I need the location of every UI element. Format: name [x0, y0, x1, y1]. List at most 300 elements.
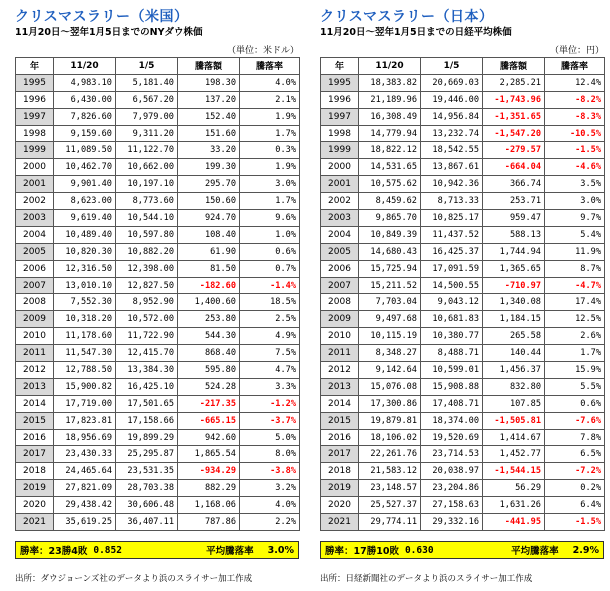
change-amount-cell: 882.29 — [178, 480, 240, 497]
year-cell: 2009 — [16, 311, 54, 328]
table-row — [321, 159, 605, 176]
year-cell: 2021 — [16, 514, 54, 531]
year-cell: 2010 — [16, 328, 54, 345]
change-amount-cell: 1,456.37 — [483, 362, 545, 379]
change-amount-cell: 198.30 — [178, 74, 240, 91]
change-rate-cell: 0.6% — [545, 395, 605, 412]
year-cell: 2015 — [16, 412, 54, 429]
jan5-value-cell: 14,500.55 — [421, 277, 483, 294]
change-rate-cell: 1.7% — [240, 125, 300, 142]
year-cell: 2008 — [321, 294, 359, 311]
nov20-value-cell: 10,820.30 — [54, 243, 116, 260]
year-cell: 2005 — [321, 243, 359, 260]
change-rate-cell: -7.6% — [545, 412, 605, 429]
change-rate-cell: -1.4% — [240, 277, 300, 294]
change-amount-cell: 140.44 — [483, 345, 545, 362]
change-amount-cell: -441.95 — [483, 514, 545, 531]
jan5-value-cell: 13,232.74 — [421, 125, 483, 142]
nov20-value-cell: 8,348.27 — [359, 345, 421, 362]
jan5-value-cell: 10,942.36 — [421, 176, 483, 193]
table-row — [321, 226, 605, 243]
nov20-value-cell: 17,719.00 — [54, 395, 116, 412]
year-cell: 1996 — [321, 91, 359, 108]
source-note: 出所：ダウジョーンズ社のデータより浜のスライサー加工作成 — [15, 574, 253, 584]
change-amount-cell: -279.57 — [483, 142, 545, 159]
jan5-value-cell: 10,882.20 — [116, 243, 178, 260]
year-cell: 1998 — [321, 125, 359, 142]
change-amount-cell: 2,285.21 — [483, 74, 545, 91]
table-row — [16, 497, 300, 514]
change-rate-cell: -1.2% — [240, 395, 300, 412]
year-cell: 2017 — [321, 446, 359, 463]
table-row — [321, 193, 605, 210]
table-row — [321, 210, 605, 227]
nov20-value-cell: 14,779.94 — [359, 125, 421, 142]
change-rate-cell: 4.7% — [240, 362, 300, 379]
jan5-value-cell: 12,827.50 — [116, 277, 178, 294]
change-amount-cell: 1,414.67 — [483, 429, 545, 446]
column-header-year: 年 — [16, 58, 54, 75]
table-row — [16, 193, 300, 210]
jan5-value-cell: 10,681.83 — [421, 311, 483, 328]
year-cell: 2013 — [321, 378, 359, 395]
change-rate-cell: 1.9% — [240, 159, 300, 176]
jan5-value-cell: 20,669.03 — [421, 74, 483, 91]
table-row — [321, 514, 605, 531]
jan5-value-cell: 10,662.00 — [116, 159, 178, 176]
table-row — [321, 463, 605, 480]
year-cell: 1997 — [16, 108, 54, 125]
change-amount-cell: -1,743.96 — [483, 91, 545, 108]
win-record: 勝率：23勝4敗 — [20, 546, 88, 557]
jan5-value-cell: 8,952.90 — [116, 294, 178, 311]
jan5-value-cell: 36,407.11 — [116, 514, 178, 531]
change-rate-cell: 1.9% — [240, 108, 300, 125]
table-row — [16, 412, 300, 429]
table-row — [16, 260, 300, 277]
table-row — [16, 108, 300, 125]
change-amount-cell: -934.29 — [178, 463, 240, 480]
change-rate-cell: 5.0% — [240, 429, 300, 446]
change-amount-cell: 1,340.08 — [483, 294, 545, 311]
nov20-value-cell: 10,115.19 — [359, 328, 421, 345]
table-row — [321, 108, 605, 125]
year-cell: 2016 — [16, 429, 54, 446]
nov20-value-cell: 21,189.96 — [359, 91, 421, 108]
change-amount-cell: 61.90 — [178, 243, 240, 260]
nov20-value-cell: 18,383.82 — [359, 74, 421, 91]
table-row — [16, 243, 300, 260]
jan5-value-cell: 18,374.00 — [421, 412, 483, 429]
change-amount-cell: -710.97 — [483, 277, 545, 294]
change-amount-cell: 81.50 — [178, 260, 240, 277]
jan5-value-cell: 14,956.84 — [421, 108, 483, 125]
unit-label: （単位：米ドル） — [226, 46, 299, 56]
nov20-value-cell: 7,703.04 — [359, 294, 421, 311]
change-rate-cell: 3.0% — [545, 193, 605, 210]
jan5-value-cell: 8,713.33 — [421, 193, 483, 210]
change-rate-cell: 0.2% — [545, 480, 605, 497]
year-cell: 2018 — [16, 463, 54, 480]
nov20-value-cell: 10,462.70 — [54, 159, 116, 176]
nov20-value-cell: 10,489.40 — [54, 226, 116, 243]
nov20-value-cell: 18,822.12 — [359, 142, 421, 159]
year-cell: 2014 — [16, 395, 54, 412]
table-row — [321, 74, 605, 91]
jan5-value-cell: 25,295.87 — [116, 446, 178, 463]
year-cell: 2021 — [321, 514, 359, 531]
column-header-jan5: 1/5 — [421, 58, 483, 75]
jan5-value-cell: 18,542.55 — [421, 142, 483, 159]
nov20-value-cell: 16,308.49 — [359, 108, 421, 125]
year-cell: 2011 — [321, 345, 359, 362]
year-cell: 2012 — [16, 362, 54, 379]
change-amount-cell: 924.70 — [178, 210, 240, 227]
jan5-value-cell: 20,038.97 — [421, 463, 483, 480]
table-row — [16, 226, 300, 243]
change-amount-cell: -1,544.15 — [483, 463, 545, 480]
unit-label: （単位：円） — [549, 46, 604, 56]
change-amount-cell: -665.15 — [178, 412, 240, 429]
jan5-value-cell: 7,979.00 — [116, 108, 178, 125]
average-rate-label: 平均騰落率 — [511, 546, 559, 557]
jan5-value-cell: 17,501.65 — [116, 395, 178, 412]
year-cell: 1999 — [16, 142, 54, 159]
year-cell: 2006 — [16, 260, 54, 277]
change-rate-cell: -1.5% — [545, 142, 605, 159]
nov20-value-cell: 21,583.12 — [359, 463, 421, 480]
change-rate-cell: -7.2% — [545, 463, 605, 480]
nov20-value-cell: 23,430.33 — [54, 446, 116, 463]
jan5-value-cell: 17,091.59 — [421, 260, 483, 277]
year-cell: 2007 — [321, 277, 359, 294]
nov20-value-cell: 24,465.64 — [54, 463, 116, 480]
nov20-value-cell: 14,680.43 — [359, 243, 421, 260]
summary-bar — [320, 541, 604, 559]
change-rate-cell: 1.7% — [545, 345, 605, 362]
change-rate-cell: 17.4% — [545, 294, 605, 311]
jan5-value-cell: 5,181.40 — [116, 74, 178, 91]
year-cell: 2009 — [321, 311, 359, 328]
jan5-value-cell: 12,398.00 — [116, 260, 178, 277]
jan5-value-cell: 10,572.00 — [116, 311, 178, 328]
change-rate-cell: 18.5% — [240, 294, 300, 311]
nov20-value-cell: 11,089.50 — [54, 142, 116, 159]
nov20-value-cell: 29,774.11 — [359, 514, 421, 531]
change-rate-cell: 4.9% — [240, 328, 300, 345]
year-cell: 2008 — [16, 294, 54, 311]
year-cell: 1997 — [321, 108, 359, 125]
jan5-value-cell: 28,703.38 — [116, 480, 178, 497]
jan5-value-cell: 13,867.61 — [421, 159, 483, 176]
nov20-value-cell: 18,956.69 — [54, 429, 116, 446]
nov20-value-cell: 8,459.62 — [359, 193, 421, 210]
change-rate-cell: -8.2% — [545, 91, 605, 108]
change-rate-cell: 12.4% — [545, 74, 605, 91]
jan5-value-cell: 16,425.37 — [421, 243, 483, 260]
table-row — [321, 345, 605, 362]
change-amount-cell: -1,505.81 — [483, 412, 545, 429]
nov20-value-cell: 19,879.81 — [359, 412, 421, 429]
change-amount-cell: 1,168.06 — [178, 497, 240, 514]
jan5-value-cell: 16,425.10 — [116, 378, 178, 395]
jan5-value-cell: 10,380.77 — [421, 328, 483, 345]
change-amount-cell: 544.30 — [178, 328, 240, 345]
year-cell: 2011 — [16, 345, 54, 362]
nov20-value-cell: 9,865.70 — [359, 210, 421, 227]
year-cell: 2003 — [16, 210, 54, 227]
jan5-value-cell: 9,043.12 — [421, 294, 483, 311]
change-rate-cell: 2.2% — [240, 514, 300, 531]
jan5-value-cell: 10,599.01 — [421, 362, 483, 379]
column-header-change-rate: 騰落率 — [240, 58, 300, 75]
year-cell: 1995 — [321, 74, 359, 91]
table-row — [321, 294, 605, 311]
nov20-value-cell: 18,106.02 — [359, 429, 421, 446]
change-amount-cell: 151.60 — [178, 125, 240, 142]
change-amount-cell: 107.85 — [483, 395, 545, 412]
nov20-value-cell: 9,619.40 — [54, 210, 116, 227]
change-amount-cell: 56.29 — [483, 480, 545, 497]
change-rate-cell: 3.0% — [240, 176, 300, 193]
change-rate-cell: 2.1% — [240, 91, 300, 108]
table-row — [16, 277, 300, 294]
table-row — [321, 362, 605, 379]
average-rate-label: 平均騰落率 — [206, 546, 254, 557]
nov20-value-cell: 15,076.08 — [359, 378, 421, 395]
table-header-row — [321, 58, 605, 75]
jan5-value-cell: 29,332.16 — [421, 514, 483, 531]
column-header-nov20: 11/20 — [359, 58, 421, 75]
year-cell: 1998 — [16, 125, 54, 142]
change-amount-cell: 1,865.54 — [178, 446, 240, 463]
nov20-value-cell: 9,142.64 — [359, 362, 421, 379]
table-row — [16, 480, 300, 497]
jan5-value-cell: 11,122.70 — [116, 142, 178, 159]
change-rate-cell: 0.3% — [240, 142, 300, 159]
column-header-change: 騰落額 — [178, 58, 240, 75]
table-row — [321, 176, 605, 193]
jan5-value-cell: 19,899.29 — [116, 429, 178, 446]
change-rate-cell: 3.5% — [545, 176, 605, 193]
year-cell: 2020 — [16, 497, 54, 514]
average-rate-value: 2.9% — [572, 544, 599, 556]
table-row — [321, 142, 605, 159]
table-row — [16, 328, 300, 345]
year-cell: 2007 — [16, 277, 54, 294]
change-amount-cell: 265.58 — [483, 328, 545, 345]
year-cell: 2001 — [321, 176, 359, 193]
change-amount-cell: 108.40 — [178, 226, 240, 243]
nov20-value-cell: 29,438.42 — [54, 497, 116, 514]
nov20-value-cell: 9,901.40 — [54, 176, 116, 193]
change-rate-cell: -3.8% — [240, 463, 300, 480]
jan5-value-cell: 6,567.20 — [116, 91, 178, 108]
jan5-value-cell: 30,606.48 — [116, 497, 178, 514]
change-amount-cell: -217.35 — [178, 395, 240, 412]
nov20-value-cell: 12,788.50 — [54, 362, 116, 379]
change-rate-cell: 5.4% — [545, 226, 605, 243]
nov20-value-cell: 11,178.60 — [54, 328, 116, 345]
change-amount-cell: -182.60 — [178, 277, 240, 294]
nov20-value-cell: 15,725.94 — [359, 260, 421, 277]
table-row — [16, 125, 300, 142]
table-row — [16, 74, 300, 91]
table-row — [321, 497, 605, 514]
column-header-jan5: 1/5 — [116, 58, 178, 75]
change-amount-cell: 33.20 — [178, 142, 240, 159]
table-row — [321, 446, 605, 463]
change-amount-cell: 524.28 — [178, 378, 240, 395]
table-row — [321, 125, 605, 142]
year-cell: 2010 — [321, 328, 359, 345]
year-cell: 2016 — [321, 429, 359, 446]
jan5-value-cell: 11,437.52 — [421, 226, 483, 243]
change-rate-cell: 6.5% — [545, 446, 605, 463]
jan5-value-cell: 10,597.80 — [116, 226, 178, 243]
jan5-value-cell: 19,446.00 — [421, 91, 483, 108]
jan5-value-cell: 11,722.90 — [116, 328, 178, 345]
nov20-value-cell: 12,316.50 — [54, 260, 116, 277]
change-amount-cell: 942.60 — [178, 429, 240, 446]
table-row — [16, 311, 300, 328]
jan5-value-cell: 9,311.20 — [116, 125, 178, 142]
table-row — [321, 243, 605, 260]
change-rate-cell: 2.5% — [240, 311, 300, 328]
year-cell: 2000 — [321, 159, 359, 176]
nov20-value-cell: 25,527.37 — [359, 497, 421, 514]
year-cell: 2012 — [321, 362, 359, 379]
change-rate-cell: -4.7% — [545, 277, 605, 294]
win-ratio: 0.852 — [93, 544, 122, 556]
nov20-value-cell: 23,148.57 — [359, 480, 421, 497]
change-rate-cell: 9.6% — [240, 210, 300, 227]
data-table — [15, 57, 300, 531]
table-row — [16, 159, 300, 176]
jan5-value-cell: 17,408.71 — [421, 395, 483, 412]
change-rate-cell: 15.9% — [545, 362, 605, 379]
change-rate-cell: -4.6% — [545, 159, 605, 176]
jan5-value-cell: 17,158.66 — [116, 412, 178, 429]
jan5-value-cell: 19,520.69 — [421, 429, 483, 446]
change-amount-cell: 150.60 — [178, 193, 240, 210]
change-rate-cell: 6.4% — [545, 497, 605, 514]
year-cell: 1999 — [321, 142, 359, 159]
source-note: 出所：日経新聞社のデータより浜のスライサー加工作成 — [320, 574, 533, 584]
change-rate-cell: 2.6% — [545, 328, 605, 345]
change-rate-cell: 7.5% — [240, 345, 300, 362]
change-amount-cell: 1,184.15 — [483, 311, 545, 328]
nov20-value-cell: 11,547.30 — [54, 345, 116, 362]
table-row — [321, 328, 605, 345]
change-rate-cell: 7.8% — [545, 429, 605, 446]
change-rate-cell: 4.0% — [240, 497, 300, 514]
nov20-value-cell: 35,619.25 — [54, 514, 116, 531]
jan5-value-cell: 23,204.86 — [421, 480, 483, 497]
year-cell: 2013 — [16, 378, 54, 395]
year-cell: 2001 — [16, 176, 54, 193]
change-amount-cell: 199.30 — [178, 159, 240, 176]
change-amount-cell: 1,400.60 — [178, 294, 240, 311]
change-amount-cell: 959.47 — [483, 210, 545, 227]
page-title: クリスマスラリー（米国） — [15, 9, 189, 25]
nov20-value-cell: 6,430.00 — [54, 91, 116, 108]
change-rate-cell: -1.5% — [545, 514, 605, 531]
change-rate-cell: 4.0% — [240, 74, 300, 91]
table-row — [16, 345, 300, 362]
table-row — [16, 176, 300, 193]
table-row — [16, 446, 300, 463]
table-row — [321, 378, 605, 395]
nov20-value-cell: 27,821.09 — [54, 480, 116, 497]
summary-bar — [15, 541, 299, 559]
change-amount-cell: 1,744.94 — [483, 243, 545, 260]
table-row — [16, 429, 300, 446]
table-row — [16, 210, 300, 227]
table-row — [321, 91, 605, 108]
change-amount-cell: 137.20 — [178, 91, 240, 108]
change-rate-cell: 8.7% — [545, 260, 605, 277]
change-amount-cell: 366.74 — [483, 176, 545, 193]
column-header-year: 年 — [321, 58, 359, 75]
table-body — [16, 74, 300, 530]
change-amount-cell: 152.40 — [178, 108, 240, 125]
year-cell: 2004 — [321, 226, 359, 243]
jan5-value-cell: 23,531.35 — [116, 463, 178, 480]
nov20-value-cell: 9,497.68 — [359, 311, 421, 328]
table-row — [16, 362, 300, 379]
data-table — [320, 57, 605, 531]
change-rate-cell: 8.0% — [240, 446, 300, 463]
nov20-value-cell: 10,849.39 — [359, 226, 421, 243]
nov20-value-cell: 4,983.10 — [54, 74, 116, 91]
year-cell: 2017 — [16, 446, 54, 463]
change-rate-cell: 0.6% — [240, 243, 300, 260]
jan5-value-cell: 12,415.70 — [116, 345, 178, 362]
nov20-value-cell: 9,159.60 — [54, 125, 116, 142]
change-rate-cell: -3.7% — [240, 412, 300, 429]
year-cell: 2018 — [321, 463, 359, 480]
table-row — [321, 311, 605, 328]
year-cell: 2015 — [321, 412, 359, 429]
change-rate-cell: 0.7% — [240, 260, 300, 277]
change-amount-cell: 253.71 — [483, 193, 545, 210]
nov20-value-cell: 22,261.76 — [359, 446, 421, 463]
change-rate-cell: 1.0% — [240, 226, 300, 243]
average-rate-value: 3.0% — [267, 544, 294, 556]
change-rate-cell: 11.9% — [545, 243, 605, 260]
win-record: 勝率：17勝10敗 — [325, 546, 399, 557]
jan5-value-cell: 8,488.71 — [421, 345, 483, 362]
table-header-row — [16, 58, 300, 75]
change-rate-cell: 3.2% — [240, 480, 300, 497]
year-cell: 2004 — [16, 226, 54, 243]
subtitle: 11月20日～翌年1月5日までの日経平均株価 — [320, 27, 512, 38]
win-ratio: 0.630 — [404, 544, 434, 556]
column-header-change: 騰落額 — [483, 58, 545, 75]
year-cell: 2005 — [16, 243, 54, 260]
jan5-value-cell: 8,773.60 — [116, 193, 178, 210]
change-amount-cell: 1,365.65 — [483, 260, 545, 277]
year-cell: 2003 — [321, 210, 359, 227]
jan5-value-cell: 23,714.53 — [421, 446, 483, 463]
jan5-value-cell: 27,158.63 — [421, 497, 483, 514]
change-amount-cell: 1,631.26 — [483, 497, 545, 514]
nov20-value-cell: 13,010.10 — [54, 277, 116, 294]
change-amount-cell: 595.80 — [178, 362, 240, 379]
jan5-value-cell: 10,825.17 — [421, 210, 483, 227]
nov20-value-cell: 17,823.81 — [54, 412, 116, 429]
